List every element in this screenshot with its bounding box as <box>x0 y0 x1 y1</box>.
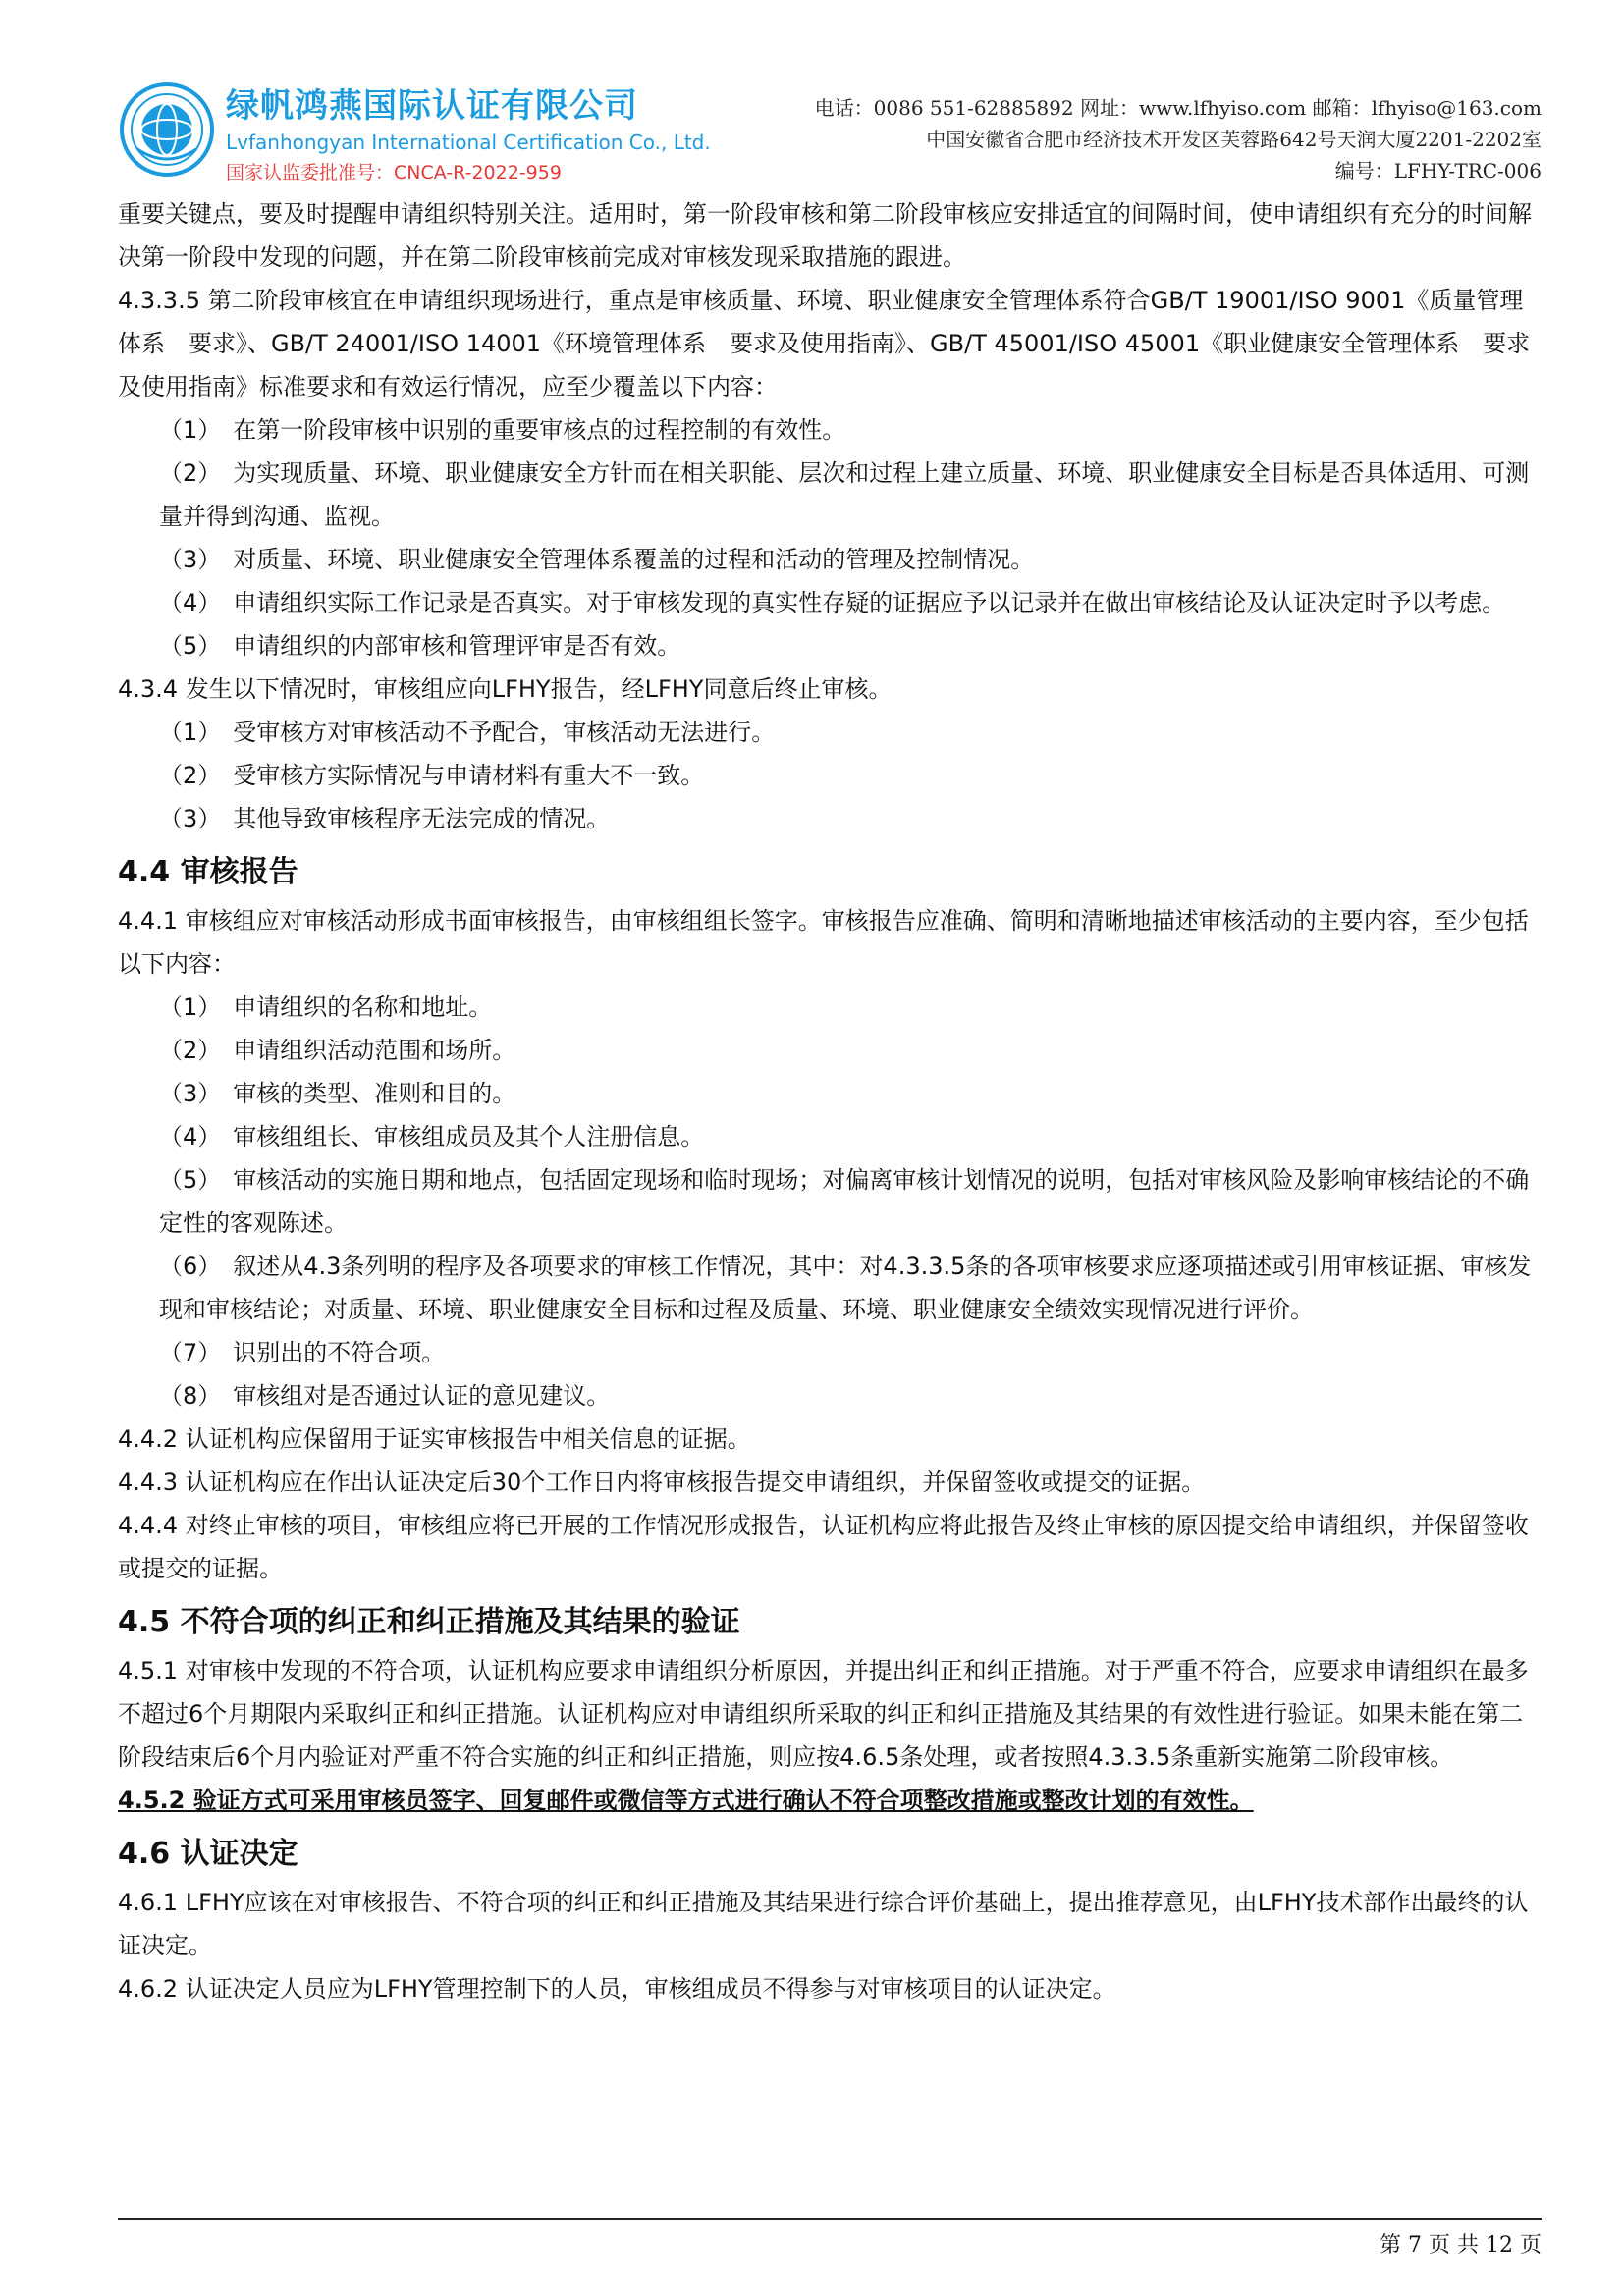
list-item: （2） 申请组织活动范围和场所。 <box>159 1037 516 1064</box>
paragraph: 4.6.2 认证决定人员应为LFHY管理控制下的人员，审核组成员不得参与对审核项目的认证决定。 <box>118 1975 1116 2002</box>
paragraph: 4.3.4 发生以下情况时，审核组应向LFHY报告，经LFHY同意后终止审核。 <box>118 675 893 703</box>
list-item: （1） 申请组织的名称和地址。 <box>159 993 493 1021</box>
paragraph: 4.5.1 对审核中发现的不符合项，认证机构应要求申请组织分析原因，并提出纠正和纠正措施。对于严重不符合，应要求申请组织在最多不超过6个月期限内采取纠正和纠正措施。认证机构应对申请组织所采取的纠正和纠正措施及其结果的有效性进行验证。如果未能在第二阶段结束后6个月内验证对严重不符合实施的纠正和纠正措施，则应按4.6.5条处理，或者按照4.3.3.5条重新实施第二阶段审核。 <box>118 1657 1529 1771</box>
contact-line: 电话：0086 551-62885892 网址：www.lfhyiso.com 邮箱：lfhyiso@163.com <box>814 96 1542 120</box>
list-item: （5） 申请组织的内部审核和管理评审是否有效。 <box>159 632 681 660</box>
address-line: 中国安徽省合肥市经济技术开发区芙蓉路642号天润大厦2201-2202室 <box>926 128 1542 151</box>
list-item: （8） 审核组对是否通过认证的意见建议。 <box>159 1382 611 1410</box>
list-item: （3） 其他导致审核程序无法完成的情况。 <box>159 805 611 832</box>
paragraph: 4.3.3.5 第二阶段审核宜在申请组织现场进行，重点是审核质量、环境、职业健康安全管理体系符合GB/T 19001/ISO 9001《质量管理体系 要求》、GB/T 24001/ISO 14001《环境管理体系 要求及使用指南》、GB/T 45001/ISO 45001《职业健康安全管理体系 要求及使用指南》标准要求和有效运行情况，应至少覆盖以下内容： <box>118 287 1531 400</box>
list-item: （2） 受审核方实际情况与申请材料有重大不一致。 <box>159 762 705 789</box>
list-item: （2） 为实现质量、环境、职业健康安全方针而在相关职能、层次和过程上建立质量、环境、职业健康安全目标是否具体适用、可测量并得到沟通、监视。 <box>159 459 1530 530</box>
paragraph: 4.4.1 审核组应对审核活动形成书面审核报告，由审核组组长签字。审核报告应准确、简明和清晰地描述审核活动的主要内容，至少包括以下内容： <box>118 907 1529 978</box>
company-block <box>226 79 711 185</box>
paragraph: 4.4.2 认证机构应保留用于证实审核报告中相关信息的证据。 <box>118 1425 751 1453</box>
paragraph: 重要关键点，要及时提醒申请组织特别关注。适用时，第一阶段审核和第二阶段审核应安排适宜的间隔时间，使申请组织有充分的时间解决第一阶段中发现的问题，并在第二阶段审核前完成对审核发现采取措施的跟进。 <box>118 200 1532 271</box>
document-code: 编号：LFHY-TRC-006 <box>1334 159 1542 183</box>
paragraph: 4.4.3 认证机构应在作出认证决定后30个工作日内将审核报告提交申请组织，并保留签收或提交的证据。 <box>118 1468 1206 1496</box>
section-heading: 4.4 审核报告 <box>118 855 298 889</box>
contact-block <box>815 92 1542 187</box>
list-item: （3） 审核的类型、准则和目的。 <box>159 1080 516 1107</box>
list-item: （4） 审核组组长、审核组成员及其个人注册信息。 <box>159 1123 705 1150</box>
list-item: （5） 审核活动的实施日期和地点，包括固定现场和临时现场；对偏离审核计划情况的说明，包括对审核风险及影响审核结论的不确定性的客观陈述。 <box>159 1166 1530 1237</box>
page-number: 第 7 页 共 12 页 <box>1380 2233 1542 2258</box>
footer-divider <box>118 2218 1542 2220</box>
list-item: （1） 受审核方对审核活动不予配合，审核活动无法进行。 <box>159 719 776 746</box>
company-name-en: Lvfanhongyan International Certification Co., Ltd. <box>226 131 711 154</box>
document-body <box>118 192 1542 2010</box>
list-item: （1） 在第一阶段审核中识别的重要审核点的过程控制的有效性。 <box>159 416 846 444</box>
highlighted-paragraph: 4.5.2 验证方式可采用审核员签字、回复邮件或微信等方式进行确认不符合项整改措施或整改计划的有效性。 <box>118 1787 1254 1814</box>
approval-number: 国家认监委批准号：CNCA-R-2022-959 <box>226 162 562 184</box>
page-header <box>118 71 1542 188</box>
section-heading: 4.6 认证决定 <box>118 1837 298 1871</box>
paragraph: 4.6.1 LFHY应该在对审核报告、不符合项的纠正和纠正措施及其结果进行综合评价基础上，提出推荐意见，由LFHY技术部作出最终的认证决定。 <box>118 1889 1529 1959</box>
paragraph: 4.4.4 对终止审核的项目，审核组应将已开展的工作情况形成报告，认证机构应将此报告及终止审核的原因提交给申请组织，并保留签收或提交的证据。 <box>118 1512 1529 1582</box>
company-name-cn: 绿帆鸿燕国际认证有限公司 <box>226 86 638 126</box>
list-item: （6） 叙述从4.3条列明的程序及各项要求的审核工作情况，其中：对4.3.3.5条的各项审核要求应逐项描述或引用审核证据、审核发现和审核结论；对质量、环境、职业健康安全目标和过程及质量、环境、职业健康安全绩效实现情况进行评价。 <box>159 1253 1532 1323</box>
list-item: （7） 识别出的不符合项。 <box>159 1339 446 1366</box>
section-heading: 4.5 不符合项的纠正和纠正措施及其结果的验证 <box>118 1605 740 1639</box>
list-item: （4） 申请组织实际工作记录是否真实。对于审核发现的真实性存疑的证据应予以记录并在做出审核结论及认证决定时予以考虑。 <box>159 589 1506 616</box>
company-logo-icon <box>118 80 216 179</box>
list-item: （3） 对质量、环境、职业健康安全管理体系覆盖的过程和活动的管理及控制情况。 <box>159 546 1035 573</box>
